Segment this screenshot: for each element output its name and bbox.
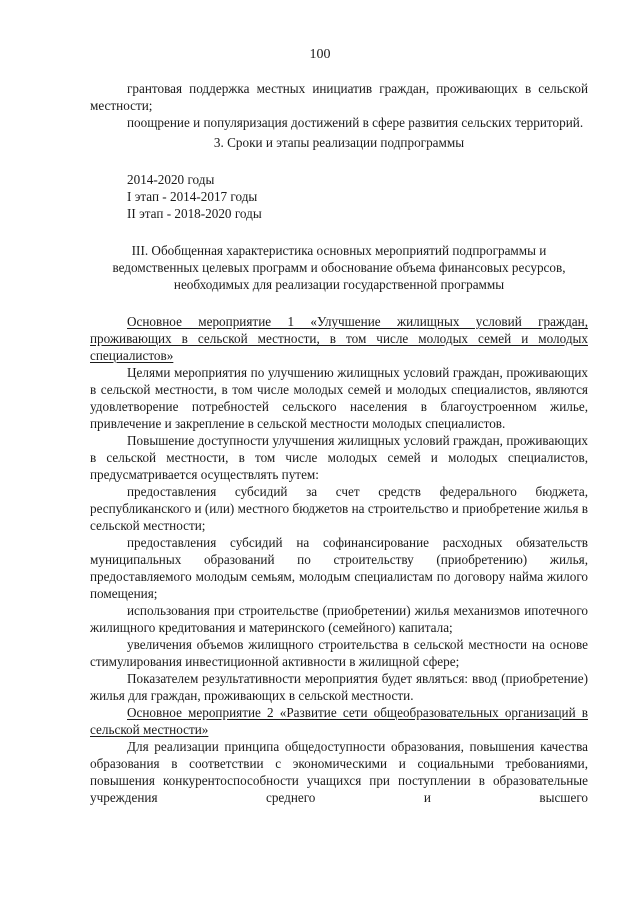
terms-list [90,171,588,222]
section-3-title: 3. Сроки и этапы реализации подпрограммы [213,135,465,150]
intro-paragraph-1: грантовая поддержка местных инициатив граждан, проживающих в сельской местности; [90,81,588,113]
measure-2-heading: Основное мероприятие 2 «Развитие сети общеобразовательных организаций в сельской местности» [90,705,588,737]
terms-line-2: I этап - 2014-2017 годы [127,189,258,204]
measure-1-paragraph-1: Целями мероприятия по улучшению жилищных условий граждан, проживающих в сельской местности, в том числе молодых семей и молодых специалистов, являются удовлетворение потребностей сельского населения в благоустроенном жилье, привлечение и закрепление в сельской местности молодых специалистов. [90,365,588,431]
terms-line-3: II этап - 2018-2020 годы [127,206,262,221]
intro-paragraph-2: поощрение и популяризация достижений в сфере развития сельских территорий. [127,115,584,130]
measure-2-paragraph: Для реализации принципа общедоступности образования, повышения качества образования в соответствии с экономическими и социальными требованиями, повышения конкурентоспособности учащихся при поступлении в образовательные учреждения среднего и высшего [90,739,588,805]
measure-1-heading: Основное мероприятие 1 «Улучшение жилищных условий граждан, проживающих в сельской местности, в том числе молодых семей и молодых специалистов» [90,314,588,363]
measure-1-paragraph-6: увеличения объемов жилищного строительства в сельской местности на основе стимулирования инвестиционной активности в жилищной сфере; [90,637,588,669]
measure-1-paragraph-7: Показателем результативности мероприятия будет являться: ввод (приобретение) жилья для граждан, проживающих в сельской местности. [90,671,588,703]
document-body [90,80,588,806]
measure-1-paragraph-3: предоставления субсидий за счет средств федерального бюджета, республиканского и (или) местного бюджетов на строительство и приобретение жилья в сельской местности; [90,484,588,533]
measure-1-paragraph-5: использования при строительстве (приобретении) жилья механизмов ипотечного жилищного кредитования и материнского (семейного) капитала; [90,603,588,635]
measure-1-paragraph-4: предоставления субсидий на софинансирование расходных обязательств муниципальных образований по строительству (приобретению) жилья, предоставляемого молодым семьям, молодым специалистам по договору найма жилого помещения; [90,535,588,601]
section-iii-title: III. Обобщенная характеристика основных мероприятий подпрограммы и ведомственных целевых программ и обоснование объема финансовых ресурсов, необходимых для реализации государственной программы [112,243,566,292]
page-number: 100 [309,47,331,62]
terms-line-1: 2014-2020 годы [127,172,215,187]
measure-1-paragraph-2: Повышение доступности улучшения жилищных условий граждан, проживающих в сельской местности, в том числе молодых семей и молодых специалистов, предусматривается осуществлять путем: [90,433,588,482]
